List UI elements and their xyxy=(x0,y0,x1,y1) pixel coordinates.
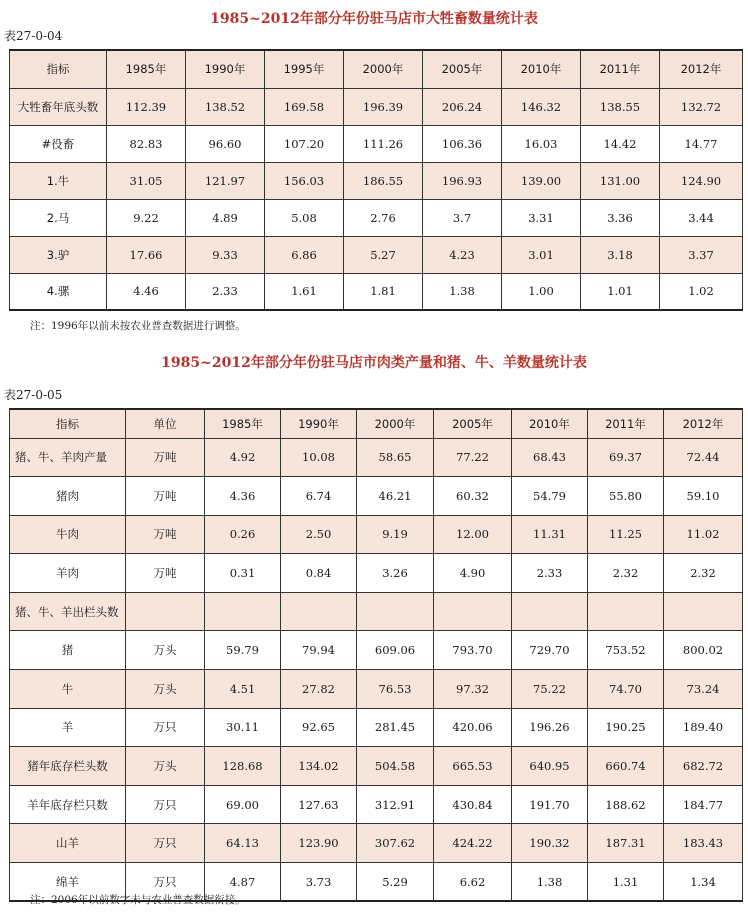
table2-cell: 4.36 xyxy=(205,477,281,516)
table1-row xyxy=(10,125,743,162)
table2-cell: 0.31 xyxy=(205,554,281,593)
table2-cell: 729.70 xyxy=(512,631,588,670)
table2-cell: 424.22 xyxy=(434,824,512,863)
table2-cell: 660.74 xyxy=(588,747,664,786)
table1-row xyxy=(10,273,743,310)
table2-cell: 5.29 xyxy=(357,863,434,902)
table2-cell: 184.77 xyxy=(664,785,743,824)
table1-cell: 82.83 xyxy=(107,125,186,162)
table2-cell: 72.44 xyxy=(664,438,743,477)
table1-cell: 16.03 xyxy=(502,125,581,162)
table2-row xyxy=(10,592,743,631)
table1-cell: 196.93 xyxy=(423,162,502,199)
table2-cell: 4.92 xyxy=(205,438,281,477)
table2-cell: 188.62 xyxy=(588,785,664,824)
table2-cell xyxy=(434,592,512,631)
table1-header-cell: 1985年 xyxy=(107,50,186,88)
table2-cell: 0.84 xyxy=(281,554,357,593)
table2-unit: 万吨 xyxy=(126,554,205,593)
table1-cell: 1.38 xyxy=(423,273,502,310)
table1-cell: 31.05 xyxy=(107,162,186,199)
table2-row xyxy=(10,515,743,554)
table2-header-cell: 1985年 xyxy=(205,409,281,438)
table2-cell: 27.82 xyxy=(281,670,357,709)
table2-header-cell: 2000年 xyxy=(357,409,434,438)
table2-cell: 60.32 xyxy=(434,477,512,516)
table2-cell: 0.26 xyxy=(205,515,281,554)
table1-cell: 1.02 xyxy=(660,273,743,310)
table2-cell xyxy=(205,592,281,631)
table2-cell: 3.73 xyxy=(281,863,357,902)
table1-header-cell: 2011年 xyxy=(581,50,660,88)
table1-header-cell: 指标 xyxy=(10,50,107,88)
table2-row xyxy=(10,747,743,786)
table2-row xyxy=(10,631,743,670)
table1-cell: 111.26 xyxy=(344,125,423,162)
table1-cell: 6.86 xyxy=(265,236,344,273)
table2-header-cell: 2005年 xyxy=(434,409,512,438)
table1-row-label: 3.驴 xyxy=(10,236,107,273)
table1-cell: 139.00 xyxy=(502,162,581,199)
table1-row xyxy=(10,88,743,125)
table2-cell xyxy=(512,592,588,631)
table2-header-cell: 2011年 xyxy=(588,409,664,438)
table2-cell: 69.37 xyxy=(588,438,664,477)
table1-header-row xyxy=(10,50,743,88)
table1-cell: 206.24 xyxy=(423,88,502,125)
table2-cell: 12.00 xyxy=(434,515,512,554)
table1 xyxy=(9,49,743,311)
table2-cell: 682.72 xyxy=(664,747,743,786)
table1-number: 表27-0-04 xyxy=(4,29,63,43)
table1-cell: 5.08 xyxy=(265,199,344,236)
table1-cell: 17.66 xyxy=(107,236,186,273)
table1-row-label: 大牲畜年底头数 xyxy=(10,88,107,125)
table2-unit: 万只 xyxy=(126,708,205,747)
table2-row xyxy=(10,785,743,824)
table1-cell: 121.97 xyxy=(186,162,265,199)
table2-cell: 640.95 xyxy=(512,747,588,786)
table2-row-label: 猪、牛、羊肉产量 xyxy=(10,438,126,477)
table1-row-label: 1.牛 xyxy=(10,162,107,199)
table2-cell xyxy=(588,592,664,631)
table2-cell: 73.24 xyxy=(664,670,743,709)
table2-title: 1985~2012年部分年份驻马店市肉类产量和猪、牛、羊数量统计表 xyxy=(161,355,587,371)
table2-cell: 1.34 xyxy=(664,863,743,902)
table1-cell: 196.39 xyxy=(344,88,423,125)
table1-cell: 106.36 xyxy=(423,125,502,162)
table2-cell xyxy=(357,592,434,631)
table2-cell: 187.31 xyxy=(588,824,664,863)
table1-cell: 2.76 xyxy=(344,199,423,236)
table2-cell: 190.32 xyxy=(512,824,588,863)
table2-row xyxy=(10,670,743,709)
table1-cell: 138.55 xyxy=(581,88,660,125)
table1-row-label: 2.马 xyxy=(10,199,107,236)
table2-row-label: 羊年底存栏只数 xyxy=(10,785,126,824)
table1-header-cell: 1990年 xyxy=(186,50,265,88)
table2-cell: 183.43 xyxy=(664,824,743,863)
table1-cell: 3.01 xyxy=(502,236,581,273)
table1-row xyxy=(10,162,743,199)
table2-cell: 6.62 xyxy=(434,863,512,902)
table2-cell: 4.90 xyxy=(434,554,512,593)
table2-header-row xyxy=(10,409,743,438)
table2-cell: 190.25 xyxy=(588,708,664,747)
table1-row-label: #役畜 xyxy=(10,125,107,162)
table2-cell: 665.53 xyxy=(434,747,512,786)
table2-cell: 189.40 xyxy=(664,708,743,747)
table2-cell: 191.70 xyxy=(512,785,588,824)
table2-header-cell: 指标 xyxy=(10,409,126,438)
table2-row-label: 猪、牛、羊出栏头数 xyxy=(10,592,126,631)
table2-cell: 504.58 xyxy=(357,747,434,786)
table1-cell: 4.23 xyxy=(423,236,502,273)
table2-cell: 800.02 xyxy=(664,631,743,670)
table2-row-label: 绵羊 xyxy=(10,863,126,902)
table2-unit: 万头 xyxy=(126,747,205,786)
table2-row-label: 山羊 xyxy=(10,824,126,863)
table2-row xyxy=(10,708,743,747)
table1-header-cell: 2010年 xyxy=(502,50,581,88)
table2-cell xyxy=(281,592,357,631)
table2-cell: 196.26 xyxy=(512,708,588,747)
table2-cell: 74.70 xyxy=(588,670,664,709)
table2-cell: 11.31 xyxy=(512,515,588,554)
table1-row xyxy=(10,236,743,273)
table1-cell: 169.58 xyxy=(265,88,344,125)
table2-cell xyxy=(664,592,743,631)
table1-header-cell: 1995年 xyxy=(265,50,344,88)
table2-cell: 11.25 xyxy=(588,515,664,554)
table2-cell: 59.79 xyxy=(205,631,281,670)
table2-row-label: 猪 xyxy=(10,631,126,670)
table1-cell: 186.55 xyxy=(344,162,423,199)
table1-cell: 1.01 xyxy=(581,273,660,310)
table2-cell: 307.62 xyxy=(357,824,434,863)
table1-cell: 112.39 xyxy=(107,88,186,125)
table2-unit: 万头 xyxy=(126,631,205,670)
table2-unit: 万吨 xyxy=(126,515,205,554)
table2-note: 注：2006年以前数字未与农业普查数据衔接。 xyxy=(30,894,246,906)
table1-cell: 14.42 xyxy=(581,125,660,162)
table2-unit xyxy=(126,592,205,631)
table1-cell: 4.89 xyxy=(186,199,265,236)
table1-cell: 138.52 xyxy=(186,88,265,125)
table2-row xyxy=(10,438,743,477)
table1-cell: 96.60 xyxy=(186,125,265,162)
table1-cell: 1.61 xyxy=(265,273,344,310)
table2-row xyxy=(10,824,743,863)
table1-header-cell: 2000年 xyxy=(344,50,423,88)
table2-cell: 4.87 xyxy=(205,863,281,902)
table2-cell: 59.10 xyxy=(664,477,743,516)
table2-cell: 609.06 xyxy=(357,631,434,670)
table2-cell: 9.19 xyxy=(357,515,434,554)
table2-cell: 79.94 xyxy=(281,631,357,670)
table1-row-label: 4.骡 xyxy=(10,273,107,310)
table2-header-cell: 2012年 xyxy=(664,409,743,438)
table2-cell: 2.32 xyxy=(664,554,743,593)
table2-row-label: 牛肉 xyxy=(10,515,126,554)
table2-cell: 75.22 xyxy=(512,670,588,709)
table1-cell: 146.32 xyxy=(502,88,581,125)
table2 xyxy=(9,408,743,902)
table2-cell: 2.32 xyxy=(588,554,664,593)
table2-cell: 1.38 xyxy=(512,863,588,902)
table2-cell: 420.06 xyxy=(434,708,512,747)
table1-title: 1985~2012年部分年份驻马店市大牲畜数量统计表 xyxy=(210,11,538,27)
table2-header-cell: 2010年 xyxy=(512,409,588,438)
table2-cell: 123.90 xyxy=(281,824,357,863)
table1-cell: 3.44 xyxy=(660,199,743,236)
table2-unit: 万只 xyxy=(126,863,205,902)
table1-cell: 3.37 xyxy=(660,236,743,273)
table2-cell: 64.13 xyxy=(205,824,281,863)
table1-note: 注：1996年以前未按农业普查数据进行调整。 xyxy=(30,320,246,332)
table2-cell: 2.33 xyxy=(512,554,588,593)
table2-unit: 万吨 xyxy=(126,477,205,516)
table1-cell: 14.77 xyxy=(660,125,743,162)
table2-cell: 46.21 xyxy=(357,477,434,516)
table2-cell: 4.51 xyxy=(205,670,281,709)
table2-cell: 128.68 xyxy=(205,747,281,786)
table2-unit: 万只 xyxy=(126,785,205,824)
table2-cell: 92.65 xyxy=(281,708,357,747)
table2-unit: 万头 xyxy=(126,670,205,709)
table2-cell: 77.22 xyxy=(434,438,512,477)
table2-header-cell: 单位 xyxy=(126,409,205,438)
table2-cell: 55.80 xyxy=(588,477,664,516)
table2-cell: 68.43 xyxy=(512,438,588,477)
table2-cell: 281.45 xyxy=(357,708,434,747)
table2-row xyxy=(10,477,743,516)
table2-cell: 54.79 xyxy=(512,477,588,516)
table2-cell: 430.84 xyxy=(434,785,512,824)
table2-cell: 3.26 xyxy=(357,554,434,593)
table1-cell: 107.20 xyxy=(265,125,344,162)
table2-row-label: 猪年底存栏头数 xyxy=(10,747,126,786)
table2-cell: 10.08 xyxy=(281,438,357,477)
table2-cell: 69.00 xyxy=(205,785,281,824)
table1-cell: 132.72 xyxy=(660,88,743,125)
table2-row-label: 羊 xyxy=(10,708,126,747)
table2-header-cell: 1990年 xyxy=(281,409,357,438)
table1-cell: 156.03 xyxy=(265,162,344,199)
table2-cell: 30.11 xyxy=(205,708,281,747)
table2-row-label: 羊肉 xyxy=(10,554,126,593)
table2-cell: 6.74 xyxy=(281,477,357,516)
table2-cell: 312.91 xyxy=(357,785,434,824)
table2-cell: 11.02 xyxy=(664,515,743,554)
table1-cell: 1.00 xyxy=(502,273,581,310)
table1-cell: 1.81 xyxy=(344,273,423,310)
table2-cell: 2.50 xyxy=(281,515,357,554)
table2-cell: 1.31 xyxy=(588,863,664,902)
table2-cell: 134.02 xyxy=(281,747,357,786)
table2-cell: 793.70 xyxy=(434,631,512,670)
table2-cell: 127.63 xyxy=(281,785,357,824)
table1-cell: 4.46 xyxy=(107,273,186,310)
table1-cell: 5.27 xyxy=(344,236,423,273)
table2-cell: 97.32 xyxy=(434,670,512,709)
table1-cell: 124.90 xyxy=(660,162,743,199)
table1-cell: 3.31 xyxy=(502,199,581,236)
table1-cell: 2.33 xyxy=(186,273,265,310)
table1-cell: 131.00 xyxy=(581,162,660,199)
table2-number: 表27-0-05 xyxy=(4,388,63,402)
table2-row-label: 猪肉 xyxy=(10,477,126,516)
table1-header-cell: 2012年 xyxy=(660,50,743,88)
table2-cell: 58.65 xyxy=(357,438,434,477)
table1-cell: 9.22 xyxy=(107,199,186,236)
table2-unit: 万只 xyxy=(126,824,205,863)
table1-cell: 3.18 xyxy=(581,236,660,273)
table2-row xyxy=(10,554,743,593)
table1-cell: 3.7 xyxy=(423,199,502,236)
table2-unit: 万吨 xyxy=(126,438,205,477)
table1-cell: 9.33 xyxy=(186,236,265,273)
table2-cell: 753.52 xyxy=(588,631,664,670)
table1-cell: 3.36 xyxy=(581,199,660,236)
table2-cell: 76.53 xyxy=(357,670,434,709)
table1-row xyxy=(10,199,743,236)
table1-header-cell: 2005年 xyxy=(423,50,502,88)
table2-row-label: 牛 xyxy=(10,670,126,709)
